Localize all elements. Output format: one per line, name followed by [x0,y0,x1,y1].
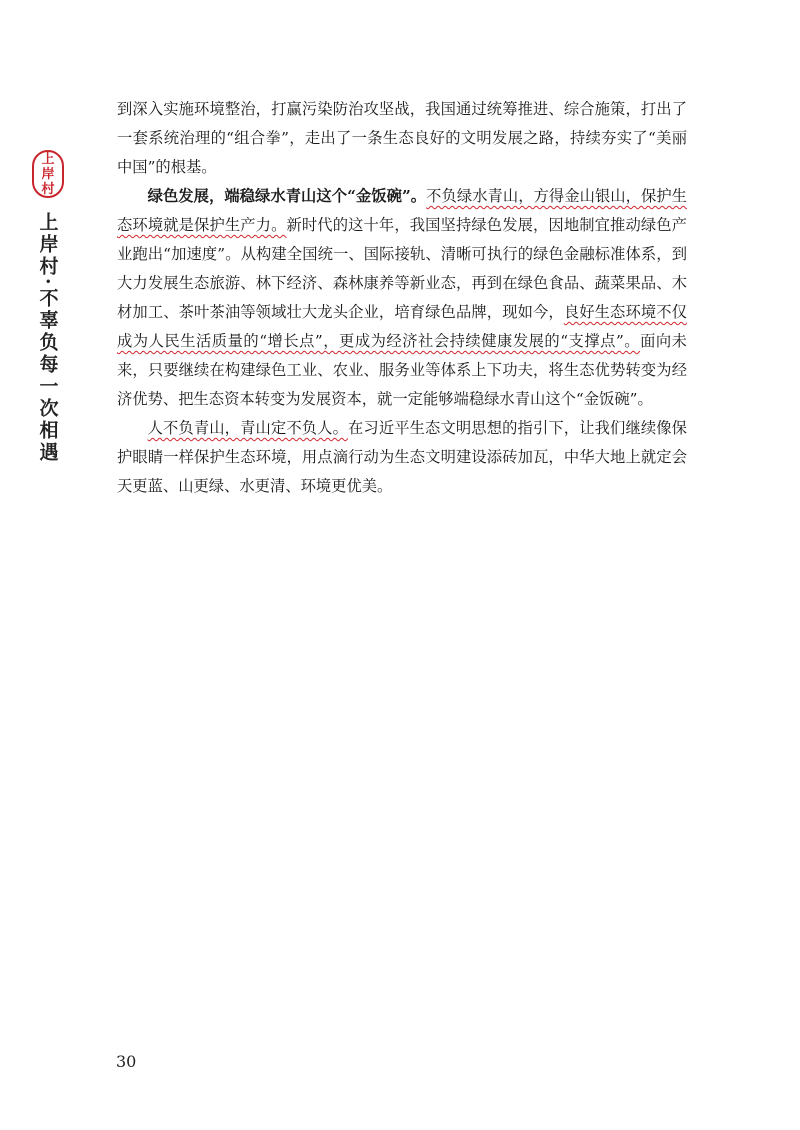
village-seal [32,150,64,198]
paragraph-text: 新时代的这十年，我国坚持绿色发展，因地制宜推动绿色产业跑出“加速度”。从构建全国统一、国际接轨、清晰可执行的绿色金融标准体系，到大力发展生态旅游、林下经济、森林康养等新业态，再到在绿色食品、蔬菜果品、木材加工、茶叶茶油等领域壮大龙头企业，培育绿色品牌，现如今， [117,216,687,321]
seal-char: 村 [41,181,55,197]
highlighted-sentence: 良好生态环境不仅成为人民生活质量的“增长点”，更成为经济社会持续健康发展的“支撑点”。 [117,303,687,350]
paragraph-3 [117,414,687,501]
side-banner [26,150,70,464]
section-heading: 绿色发展，端稳绿水青山这个“金饭碗”。 [147,187,427,205]
paragraph-2 [117,182,687,414]
seal-char: 岸 [41,166,55,182]
page-number: 30 [116,1052,137,1071]
paragraph-text: 在习近平生态文明思想的指引下，让我们继续像保护眼睛一样保护生态环境，用点滴行动为生态文明建设添砖加瓦，中华大地上就定会天更蓝、山更绿、水更清、环境更优美。 [117,419,687,495]
highlighted-sentence: 不负绿水青山，方得金山银山，保护生态环境就是保护生产力。 [117,187,687,234]
paragraph-1: 到深入实施环境整治，打赢污染防治攻坚战，我国通过统筹推进、综合施策，打出了一套系统治理的“组合拳”，走出了一条生态良好的文明发展之路，持续夯实了“美丽中国”的根基。 [117,100,687,176]
body-text [117,95,687,501]
highlighted-sentence: 人不负青山，青山定不负人。 [147,419,348,437]
seal-char: 上 [41,151,55,167]
book-title: 上岸村·不辜负每一次相遇 [36,212,59,464]
paragraph-text: 面向未来，只要继续在构建绿色工业、农业、服务业等体系上下功夫，将生态优势转变为经济优势、把生态资本转变为发展资本，就一定能够端稳绿水青山这个“金饭碗”。 [117,332,687,408]
